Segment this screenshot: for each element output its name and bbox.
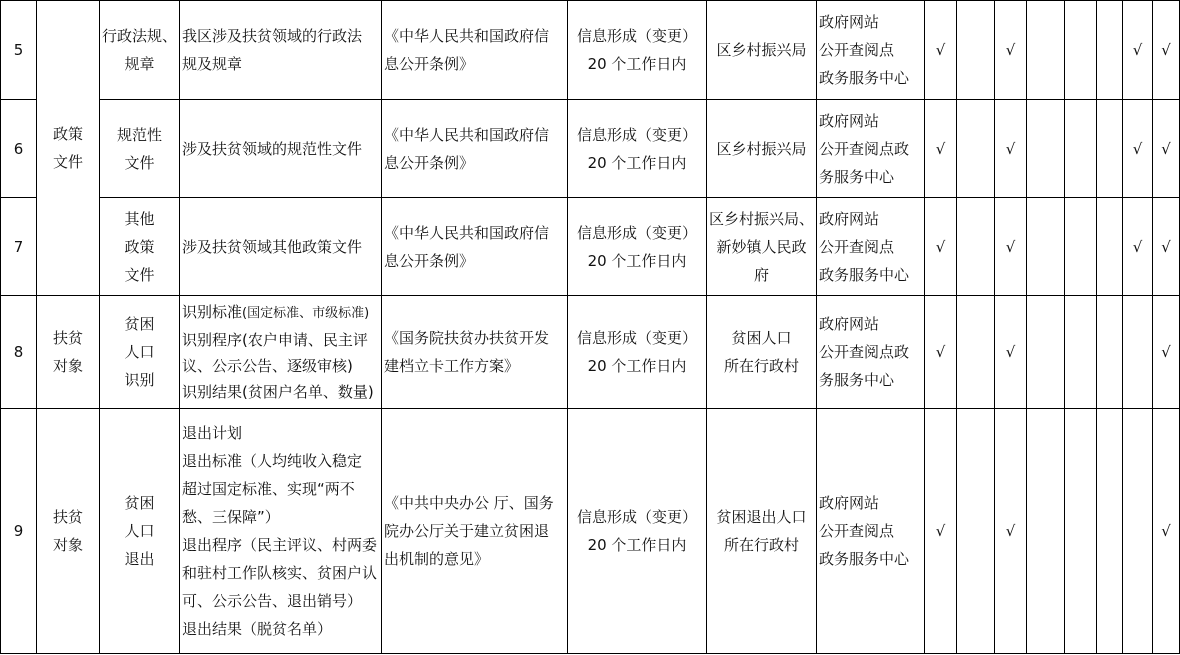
row-number: 5 bbox=[1, 1, 37, 100]
item-cell: 贫困 人口 退出 bbox=[100, 409, 180, 654]
channel-cell: 政府网站 公开查阅点 政务服务中心 bbox=[817, 1, 925, 100]
category-cell: 政策 文件 bbox=[37, 1, 100, 296]
check-mark: √ bbox=[1153, 409, 1180, 654]
row-number: 7 bbox=[1, 198, 37, 296]
table-row bbox=[1, 409, 1180, 654]
content-cell: 我区涉及扶贫领域的行政法 规及规章 bbox=[180, 1, 382, 100]
item-cell: 贫困 人口 识别 bbox=[100, 296, 180, 409]
check-mark: √ bbox=[995, 296, 1027, 409]
item-cell: 其他 政策 文件 bbox=[100, 198, 180, 296]
empty-cell bbox=[957, 198, 995, 296]
empty-cell bbox=[1123, 409, 1153, 654]
org-cell: 区乡村振兴局 bbox=[707, 100, 817, 198]
empty-cell bbox=[957, 100, 995, 198]
time-limit-cell: 信息形成（变更） 20 个工作日内 bbox=[568, 296, 707, 409]
category-cell: 扶贫 对象 bbox=[37, 296, 100, 409]
row-number: 9 bbox=[1, 409, 37, 654]
check-mark: √ bbox=[1123, 198, 1153, 296]
check-mark: √ bbox=[995, 409, 1027, 654]
table-row bbox=[1, 1, 1180, 100]
check-mark: √ bbox=[925, 198, 957, 296]
basis-cell: 《中华人民共和国政府信 息公开条例》 bbox=[382, 100, 568, 198]
channel-cell: 政府网站 公开查阅点 政务服务中心 bbox=[817, 198, 925, 296]
check-mark: √ bbox=[925, 296, 957, 409]
empty-cell bbox=[1097, 409, 1123, 654]
check-mark: √ bbox=[1123, 100, 1153, 198]
basis-cell: 《中共中央办公 厅、国务 院办公厅关于建立贫困退 出机制的意见》 bbox=[382, 409, 568, 654]
empty-cell bbox=[1065, 1, 1097, 100]
empty-cell bbox=[1065, 296, 1097, 409]
empty-cell bbox=[1097, 296, 1123, 409]
channel-cell: 政府网站 公开查阅点政 务服务中心 bbox=[817, 100, 925, 198]
empty-cell bbox=[1097, 198, 1123, 296]
empty-cell bbox=[1065, 198, 1097, 296]
time-limit-cell: 信息形成（变更） 20 个工作日内 bbox=[568, 100, 707, 198]
row-number: 6 bbox=[1, 100, 37, 198]
empty-cell bbox=[1027, 198, 1065, 296]
time-limit-cell: 信息形成（变更） 20 个工作日内 bbox=[568, 198, 707, 296]
basis-cell: 《中华人民共和国政府信 息公开条例》 bbox=[382, 1, 568, 100]
empty-cell bbox=[957, 296, 995, 409]
channel-cell: 政府网站 公开查阅点 政务服务中心 bbox=[817, 409, 925, 654]
content-cell: 涉及扶贫领域的规范性文件 bbox=[180, 100, 382, 198]
basis-cell: 《中华人民共和国政府信 息公开条例》 bbox=[382, 198, 568, 296]
check-mark: √ bbox=[995, 198, 1027, 296]
org-cell: 区乡村振兴局、 新妙镇人民政 府 bbox=[707, 198, 817, 296]
empty-cell bbox=[1027, 100, 1065, 198]
channel-cell: 政府网站 公开查阅点政 务服务中心 bbox=[817, 296, 925, 409]
check-mark: √ bbox=[995, 100, 1027, 198]
org-cell: 贫困退出人口 所在行政村 bbox=[707, 409, 817, 654]
category-cell: 扶贫 对象 bbox=[37, 409, 100, 654]
empty-cell bbox=[1027, 409, 1065, 654]
table-row bbox=[1, 198, 1180, 296]
check-mark: √ bbox=[1153, 296, 1180, 409]
check-mark: √ bbox=[925, 100, 957, 198]
org-cell: 贫困人口 所在行政村 bbox=[707, 296, 817, 409]
empty-cell bbox=[1027, 1, 1065, 100]
org-cell: 区乡村振兴局 bbox=[707, 1, 817, 100]
empty-cell bbox=[957, 1, 995, 100]
check-mark: √ bbox=[1153, 198, 1180, 296]
content-cell: 涉及扶贫领域其他政策文件 bbox=[180, 198, 382, 296]
check-mark: √ bbox=[995, 1, 1027, 100]
table-row bbox=[1, 100, 1180, 198]
check-mark: √ bbox=[1123, 1, 1153, 100]
empty-cell bbox=[1027, 296, 1065, 409]
content-cell: 退出计划 退出标准（人均纯收入稳定 超过国定标准、实现“两不 愁、三保障”） 退出程序（民主评议、村两委 和驻村工作队核实、贫困户认 可、公示公告、退出销号） 退出结果（脱贫名单） bbox=[180, 409, 382, 654]
table-row bbox=[1, 296, 1180, 409]
basis-cell: 《国务院扶贫办扶贫开发 建档立卡工作方案》 bbox=[382, 296, 568, 409]
time-limit-cell: 信息形成（变更） 20 个工作日内 bbox=[568, 1, 707, 100]
empty-cell bbox=[1065, 100, 1097, 198]
time-limit-cell: 信息形成（变更） 20 个工作日内 bbox=[568, 409, 707, 654]
check-mark: √ bbox=[925, 409, 957, 654]
empty-cell bbox=[1097, 100, 1123, 198]
row-number: 8 bbox=[1, 296, 37, 409]
empty-cell bbox=[1123, 296, 1153, 409]
content-cell: 识别标准(国定标准、市级标准) 识别程序(农户申请、民主评 议、公示公告、逐级审核) 识别结果(贫困户名单、数量) bbox=[180, 296, 382, 409]
item-cell: 行政法规、 规章 bbox=[100, 1, 180, 100]
check-mark: √ bbox=[925, 1, 957, 100]
check-mark: √ bbox=[1153, 1, 1180, 100]
empty-cell bbox=[1097, 1, 1123, 100]
check-mark: √ bbox=[1153, 100, 1180, 198]
empty-cell bbox=[957, 409, 995, 654]
item-cell: 规范性 文件 bbox=[100, 100, 180, 198]
empty-cell bbox=[1065, 409, 1097, 654]
